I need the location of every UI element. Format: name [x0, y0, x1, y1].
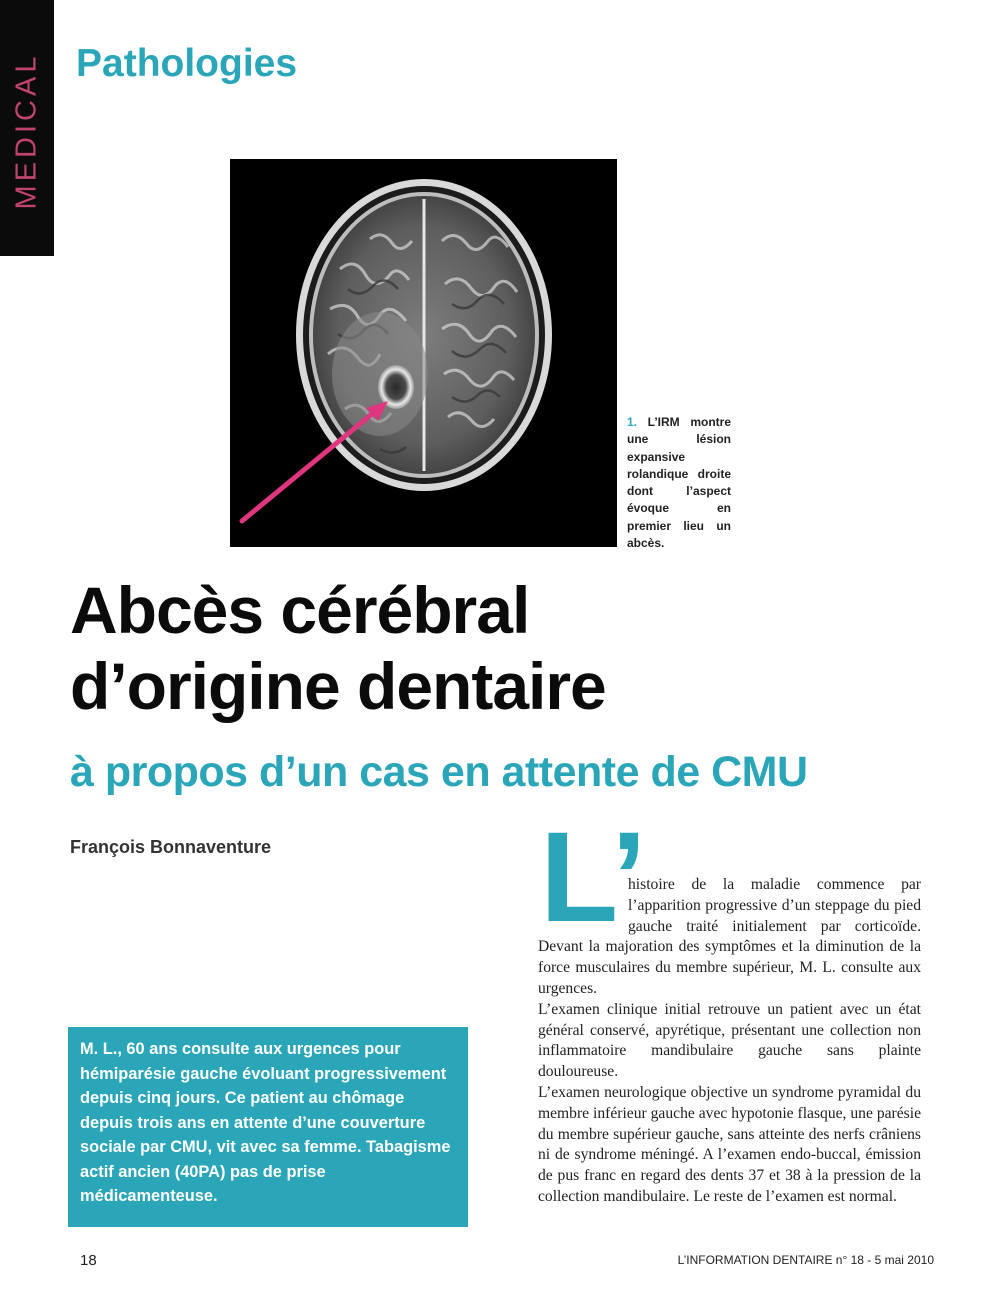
article-body: [538, 875, 921, 1208]
figure-caption-text: L’IRM montre une lésion expansive rolandique droite dont l’aspect évoque en premier lieu un abcès.: [627, 415, 731, 551]
article-title-line2: d’origine dentaire: [70, 649, 606, 723]
page-number: 18: [80, 1252, 97, 1269]
case-summary-box: [68, 1027, 468, 1227]
article-subtitle: à propos d’un cas en attente de CMU: [70, 748, 808, 796]
section-side-tab-label: MEDICAL: [10, 52, 43, 210]
drop-cap: L’: [540, 806, 647, 949]
article-title-line1: Abcès cérébral: [70, 573, 530, 647]
figure-caption-number: 1.: [627, 415, 638, 429]
abscess-lesion: [378, 365, 414, 409]
article-title: [70, 572, 710, 724]
article-author: François Bonnaventure: [70, 837, 272, 857]
case-summary-text: M. L., 60 ans consulte aux urgences pour hémiparésie gauche évoluant progressivement depuis cinq jours. Ce patient au chômage depuis trois ans en attente d’une couverture sociale par CMU, vit avec sa femme. Tabagisme actif ancien (40PA) pas de prise médicamenteuse.: [80, 1040, 451, 1205]
section-side-tab: [0, 0, 54, 256]
mri-brain-image: [230, 159, 617, 547]
journal-footer: L’INFORMATION DENTAIRE n° 18 - 5 mai 2010: [677, 1253, 934, 1267]
section-title: Pathologies: [76, 42, 298, 85]
body-paragraph: L’examen clinique initial retrouve un patient avec un état général conservé, apyrétique, présentant une collection non inflammatoire mandibulaire gauche sans plainte douloureuse.: [538, 1000, 921, 1081]
body-paragraph: histoire de la maladie commence par l’apparition progressive d’un steppage du pied gauche traité initialement par corticoïde. Devant la majoration des symptômes et la diminution de la force musculaires du membre supérieur, M. L. consulte aux urgences.: [538, 876, 921, 997]
body-paragraph: L’examen neurologique objective un syndrome pyramidal du membre inférieur gauche avec hypotonie flasque, une parésie du membre supérieur gauche, sans atteinte des nerfs crâniens ni de syndrome méningé. A l’examen endo-buccal, émission de pus franc en regard des dents 37 et 38 à la pression de la collection mandibulaire. Le reste de l’examen est normal.: [538, 1083, 921, 1205]
mri-figure: [230, 159, 617, 547]
figure-caption: [627, 414, 731, 552]
